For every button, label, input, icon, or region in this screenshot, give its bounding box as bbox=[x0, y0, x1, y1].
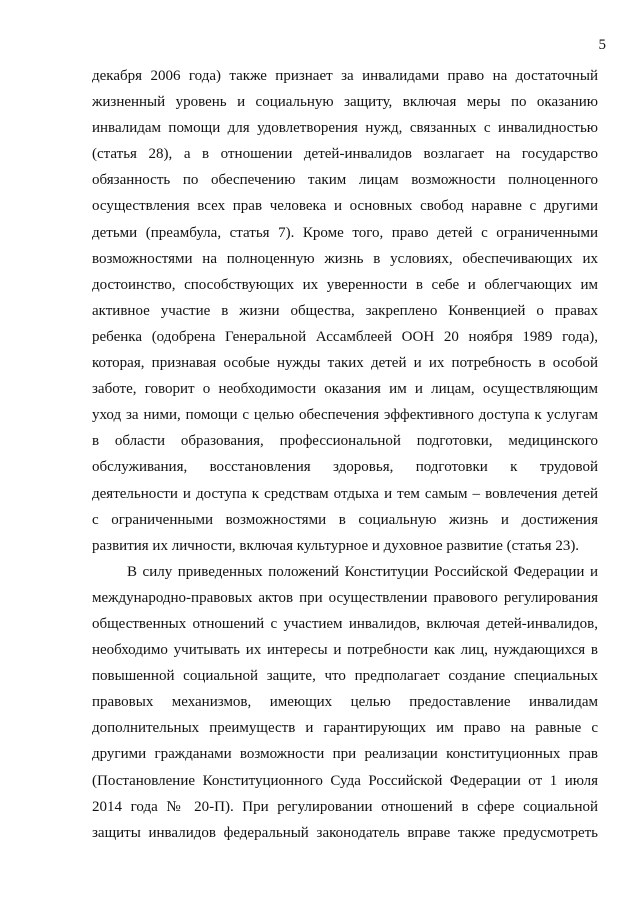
text-line: достоинство, способствующих их уверенности в себе и облегчающих им bbox=[92, 276, 598, 293]
text-line: дополнительных преимуществ и гарантирующих им право на равные с bbox=[92, 720, 598, 737]
text-line: обязанность по обеспечению таким лицам возможности полноценного bbox=[92, 172, 598, 189]
page-number: 5 bbox=[598, 37, 606, 53]
text-line: деятельности и доступа к средствам отдыха и тем самым – вовлечения детей bbox=[92, 485, 598, 502]
text-line: другими гражданами возможности при реализации конституционных прав bbox=[92, 746, 598, 763]
text-line: (Постановление Конституционного Суда Российской Федерации от 1 июля bbox=[92, 772, 598, 789]
text-line: В силу приведенных положений Конституции Российской Федерации и bbox=[127, 563, 598, 580]
text-line: активное участие в жизни общества, закреплено Конвенцией о правах bbox=[92, 302, 598, 319]
text-line: заботе, говорит о необходимости оказания им и лицам, осуществляющим bbox=[92, 381, 598, 398]
text-line: (статья 28), а в отношении детей-инвалидов возлагает на государство bbox=[92, 146, 598, 163]
text-line: защиты инвалидов федеральный законодатель вправе также предусмотреть bbox=[92, 824, 598, 841]
text-line: осуществления всех прав человека и основных свобод наравне с другими bbox=[92, 198, 598, 215]
text-line: в области образования, профессиональной подготовки, медицинского bbox=[92, 433, 598, 450]
text-line: общественных отношений с участием инвалидов, включая детей-инвалидов, bbox=[92, 615, 598, 632]
text-line: жизненный уровень и социальную защиту, включая меры по оказанию bbox=[92, 94, 598, 111]
text-line: повышенной социальной защите, что предполагает создание специальных bbox=[92, 668, 598, 685]
text-line: правовых механизмов, имеющих целью предоставление инвалидам bbox=[92, 694, 598, 711]
text-line: возможностями на полноценную жизнь в условиях, обеспечивающих их bbox=[92, 250, 598, 267]
text-line: обслуживания, восстановления здоровья, подготовки к трудовой bbox=[92, 459, 598, 476]
body-text bbox=[92, 63, 598, 846]
text-line: с ограниченными возможностями в социальную жизнь и достижения bbox=[92, 511, 598, 528]
text-line: необходимо учитывать их интересы и потребности как лиц, нуждающихся в bbox=[92, 642, 598, 659]
text-line: уход за ними, помощи с целью обеспечения эффективного доступа к услугам bbox=[92, 407, 598, 424]
text-line: международно-правовых актов при осуществлении правового регулирования bbox=[92, 589, 598, 606]
text-line: которая, признавая особые нужды таких детей и их потребность в особой bbox=[92, 355, 598, 372]
paragraph-2 bbox=[92, 559, 598, 846]
paragraph-1 bbox=[92, 63, 598, 559]
text-line: 2014 года № 20-П). При регулировании отношений в сфере социальной bbox=[92, 798, 598, 815]
text-line: декабря 2006 года) также признает за инвалидами право на достаточный bbox=[92, 68, 598, 84]
text-line: развития их личности, включая культурное и духовное развитие (статья 23). bbox=[92, 537, 580, 554]
text-line: ребенка (одобрена Генеральной Ассамблеей ООН 20 ноября 1989 года), bbox=[92, 328, 598, 345]
text-line: детьми (преамбула, статья 7). Кроме того, право детей с ограниченными bbox=[92, 224, 598, 241]
text-line: инвалидам помощи для удовлетворения нужд, связанных с инвалидностью bbox=[92, 120, 598, 137]
